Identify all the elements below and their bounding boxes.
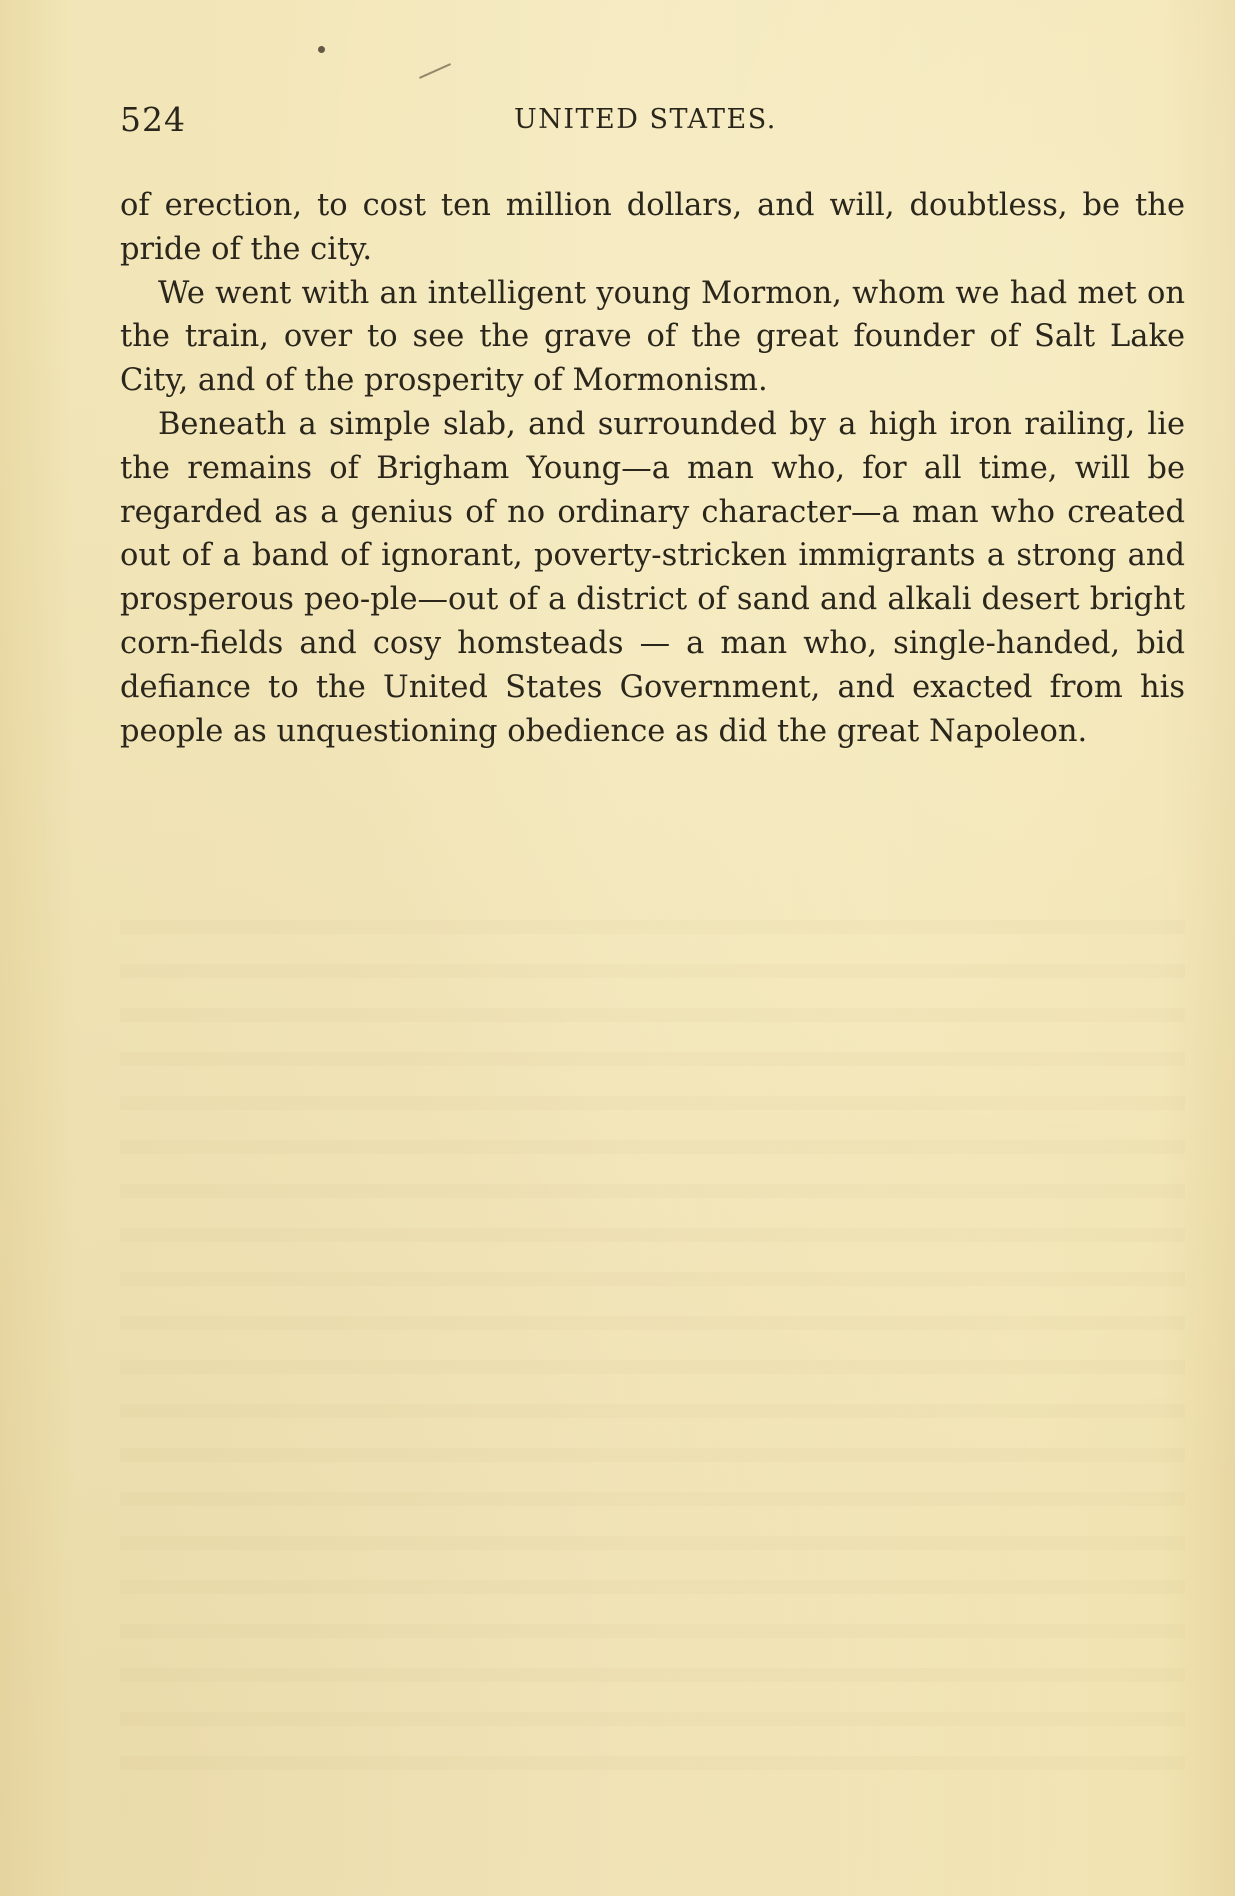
paragraph: We went with an intelligent young Mormon, whom we had met on the train, over to see the grave of the great founder of Salt Lake City, and of the prosperity of Mormonism.	[120, 275, 1185, 399]
page-number: 524	[120, 100, 186, 139]
running-head	[120, 100, 1185, 142]
body-text	[120, 184, 1185, 753]
running-title: UNITED STATES.	[514, 104, 777, 135]
ink-speck	[318, 46, 325, 53]
paragraph: Beneath a simple slab, and surrounded by a high iron railing, lie the remains of Brigham Young—a man who, for all time, will be regarded as a genius of no ordinary character—a man who created out of a band of ignorant, poverty-stricken immigrants a strong and prosperous peo-ple—out of a district of sand and alkali desert bright corn-fields and cosy homsteads — a man who, single-handed, bid defiance to the United States Government, and exacted from his people as unquestioning obedience as did the great Napoleon.	[120, 406, 1185, 749]
paragraph-continued: of erection, to cost ten million dollars, and will, doubtless, be the pride of the city.	[120, 188, 1185, 267]
bleed-through-text	[120, 890, 1185, 1790]
pencil-mark	[419, 63, 451, 79]
